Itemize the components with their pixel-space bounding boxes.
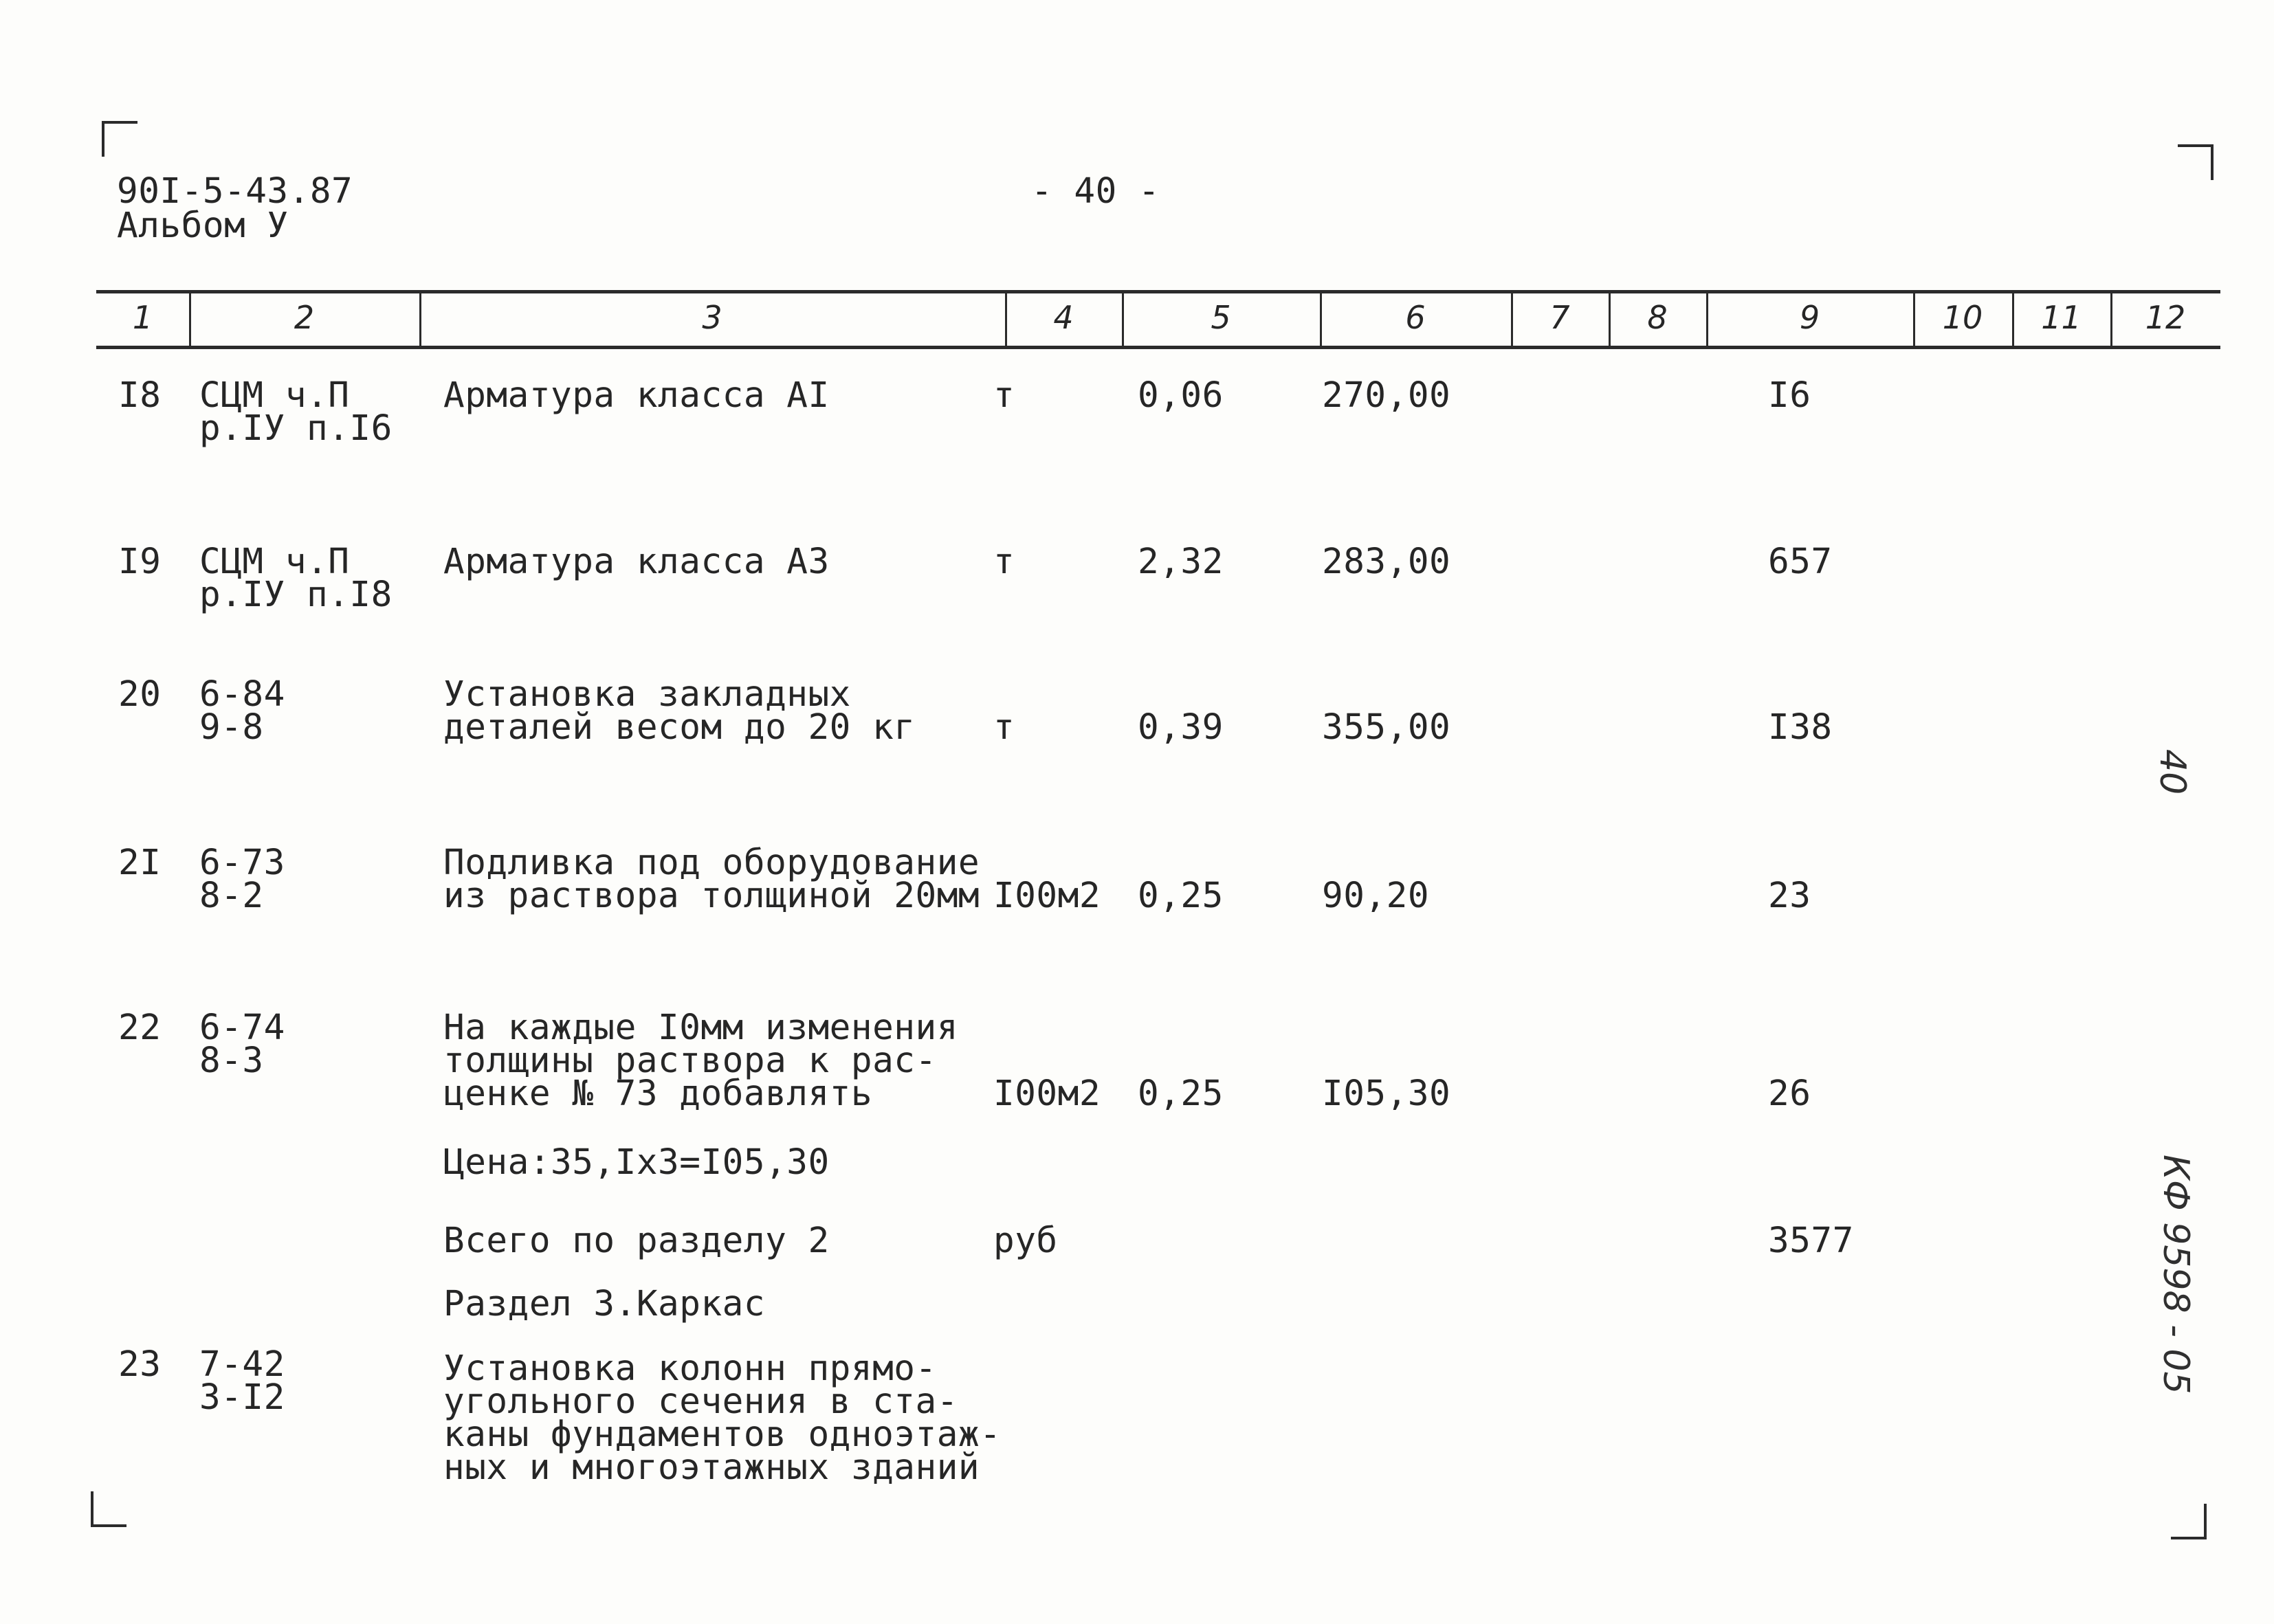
column-header-11: 11 bbox=[2041, 299, 2082, 336]
column-header-6: 6 bbox=[1405, 299, 1426, 336]
section-title: Раздел 3.Каркас bbox=[443, 1284, 766, 1324]
section-total-label: Всего по разделу 2 bbox=[443, 1221, 830, 1261]
column-header-7: 7 bbox=[1549, 299, 1570, 336]
row-23-desc-line-4: ных и многоэтажных зданий bbox=[443, 1447, 980, 1488]
row-code-line: 8-3 bbox=[199, 1041, 264, 1081]
row-unit-price: 283,00 bbox=[1322, 542, 1451, 582]
archive-stamp-number: КФ 9598 - 05 bbox=[2155, 1155, 2196, 1394]
row-code-line: 6-73 bbox=[199, 843, 285, 883]
row-23-number: 23 bbox=[118, 1344, 162, 1385]
row-total: 657 bbox=[1768, 542, 1833, 582]
row-code-line: р.IУ п.I6 bbox=[199, 408, 393, 449]
column-header-5: 5 bbox=[1211, 299, 1231, 336]
row-number: 2I bbox=[118, 843, 162, 883]
section-total-unit: руб bbox=[993, 1221, 1058, 1261]
row-description-line: толщины раствора к рас- bbox=[443, 1041, 937, 1081]
handwritten-page-number: 40 bbox=[2152, 749, 2193, 795]
row-number: I9 bbox=[118, 542, 162, 582]
row-description-line: Установка закладных bbox=[443, 674, 851, 715]
album-label: Альбом У bbox=[117, 205, 289, 246]
row-code-line: р.IУ п.I8 bbox=[199, 575, 393, 615]
row-total: 23 bbox=[1768, 876, 1811, 916]
row-unit-price: I05,30 bbox=[1322, 1074, 1451, 1114]
row-description-line: из раствора толщиной 20мм bbox=[443, 876, 980, 916]
row-code-line: 6-74 bbox=[199, 1008, 285, 1048]
column-header-10: 10 bbox=[1942, 299, 1983, 336]
row-code-line: СЦМ ч.П bbox=[199, 375, 350, 416]
row-total: 26 bbox=[1768, 1074, 1811, 1114]
row-23-desc-line-3: каны фундаментов одноэтаж- bbox=[443, 1414, 1002, 1455]
row-quantity: 0,25 bbox=[1138, 876, 1224, 916]
row-description-line: Арматура класса АI bbox=[443, 375, 830, 416]
row-code-line: 6-84 bbox=[199, 674, 285, 715]
row-unit: т bbox=[993, 375, 1015, 416]
column-header-12: 12 bbox=[2145, 299, 2186, 336]
row-total: I38 bbox=[1768, 707, 1833, 748]
row-number: 22 bbox=[118, 1008, 162, 1048]
row-23-code-line-2: 3-I2 bbox=[199, 1377, 285, 1418]
row-code-line: 9-8 bbox=[199, 707, 264, 748]
row-code-line: СЦМ ч.П bbox=[199, 542, 350, 582]
section-total-value: 3577 bbox=[1768, 1221, 1854, 1261]
row-23-desc-line-2: угольного сечения в ста- bbox=[443, 1381, 958, 1422]
row-unit: т bbox=[993, 707, 1015, 748]
column-header-4: 4 bbox=[1053, 299, 1074, 336]
row-unit-price: 270,00 bbox=[1322, 375, 1451, 416]
row-description-line: деталей весом до 20 кг bbox=[443, 707, 916, 748]
column-header-8: 8 bbox=[1647, 299, 1668, 336]
corner-mark-top-right bbox=[2178, 144, 2214, 180]
document-code: 90I-5-43.87 bbox=[117, 171, 353, 212]
row-unit: I00м2 bbox=[993, 876, 1101, 916]
row-description-line: Арматура класса А3 bbox=[443, 542, 830, 582]
page-number: - 40 - bbox=[1031, 171, 1160, 212]
corner-mark-bottom-left bbox=[91, 1491, 126, 1527]
row-23-code-line-1: 7-42 bbox=[199, 1344, 285, 1385]
row-quantity: 0,06 bbox=[1138, 375, 1224, 416]
table-header-bottom-rule bbox=[96, 346, 2220, 349]
column-header-2: 2 bbox=[294, 299, 315, 336]
row-23-desc-line-1: Установка колонн прямо- bbox=[443, 1348, 937, 1389]
row-description-line: Подливка под оборудование bbox=[443, 843, 980, 883]
row-code-line: 8-2 bbox=[199, 876, 264, 916]
column-header-1: 1 bbox=[132, 299, 153, 336]
row-description-line: ценке № 73 добавлять bbox=[443, 1074, 873, 1114]
row-total: I6 bbox=[1768, 375, 1811, 416]
column-header-9: 9 bbox=[1799, 299, 1820, 336]
row-unit-price: 90,20 bbox=[1322, 876, 1430, 916]
row-description-line: На каждые I0мм изменения bbox=[443, 1008, 958, 1048]
row-unit: т bbox=[993, 542, 1015, 582]
row-quantity: 0,25 bbox=[1138, 1074, 1224, 1114]
corner-mark-top-left bbox=[102, 121, 137, 157]
row-number: I8 bbox=[118, 375, 162, 416]
table-top-rule bbox=[96, 290, 2220, 293]
row-quantity: 0,39 bbox=[1138, 707, 1224, 748]
price-note: Цена:35,Iх3=I05,30 bbox=[443, 1142, 830, 1183]
corner-mark-bottom-right bbox=[2171, 1504, 2207, 1539]
row-unit-price: 355,00 bbox=[1322, 707, 1451, 748]
row-number: 20 bbox=[118, 674, 162, 715]
row-unit: I00м2 bbox=[993, 1074, 1101, 1114]
row-quantity: 2,32 bbox=[1138, 542, 1224, 582]
column-header-3: 3 bbox=[702, 299, 722, 336]
